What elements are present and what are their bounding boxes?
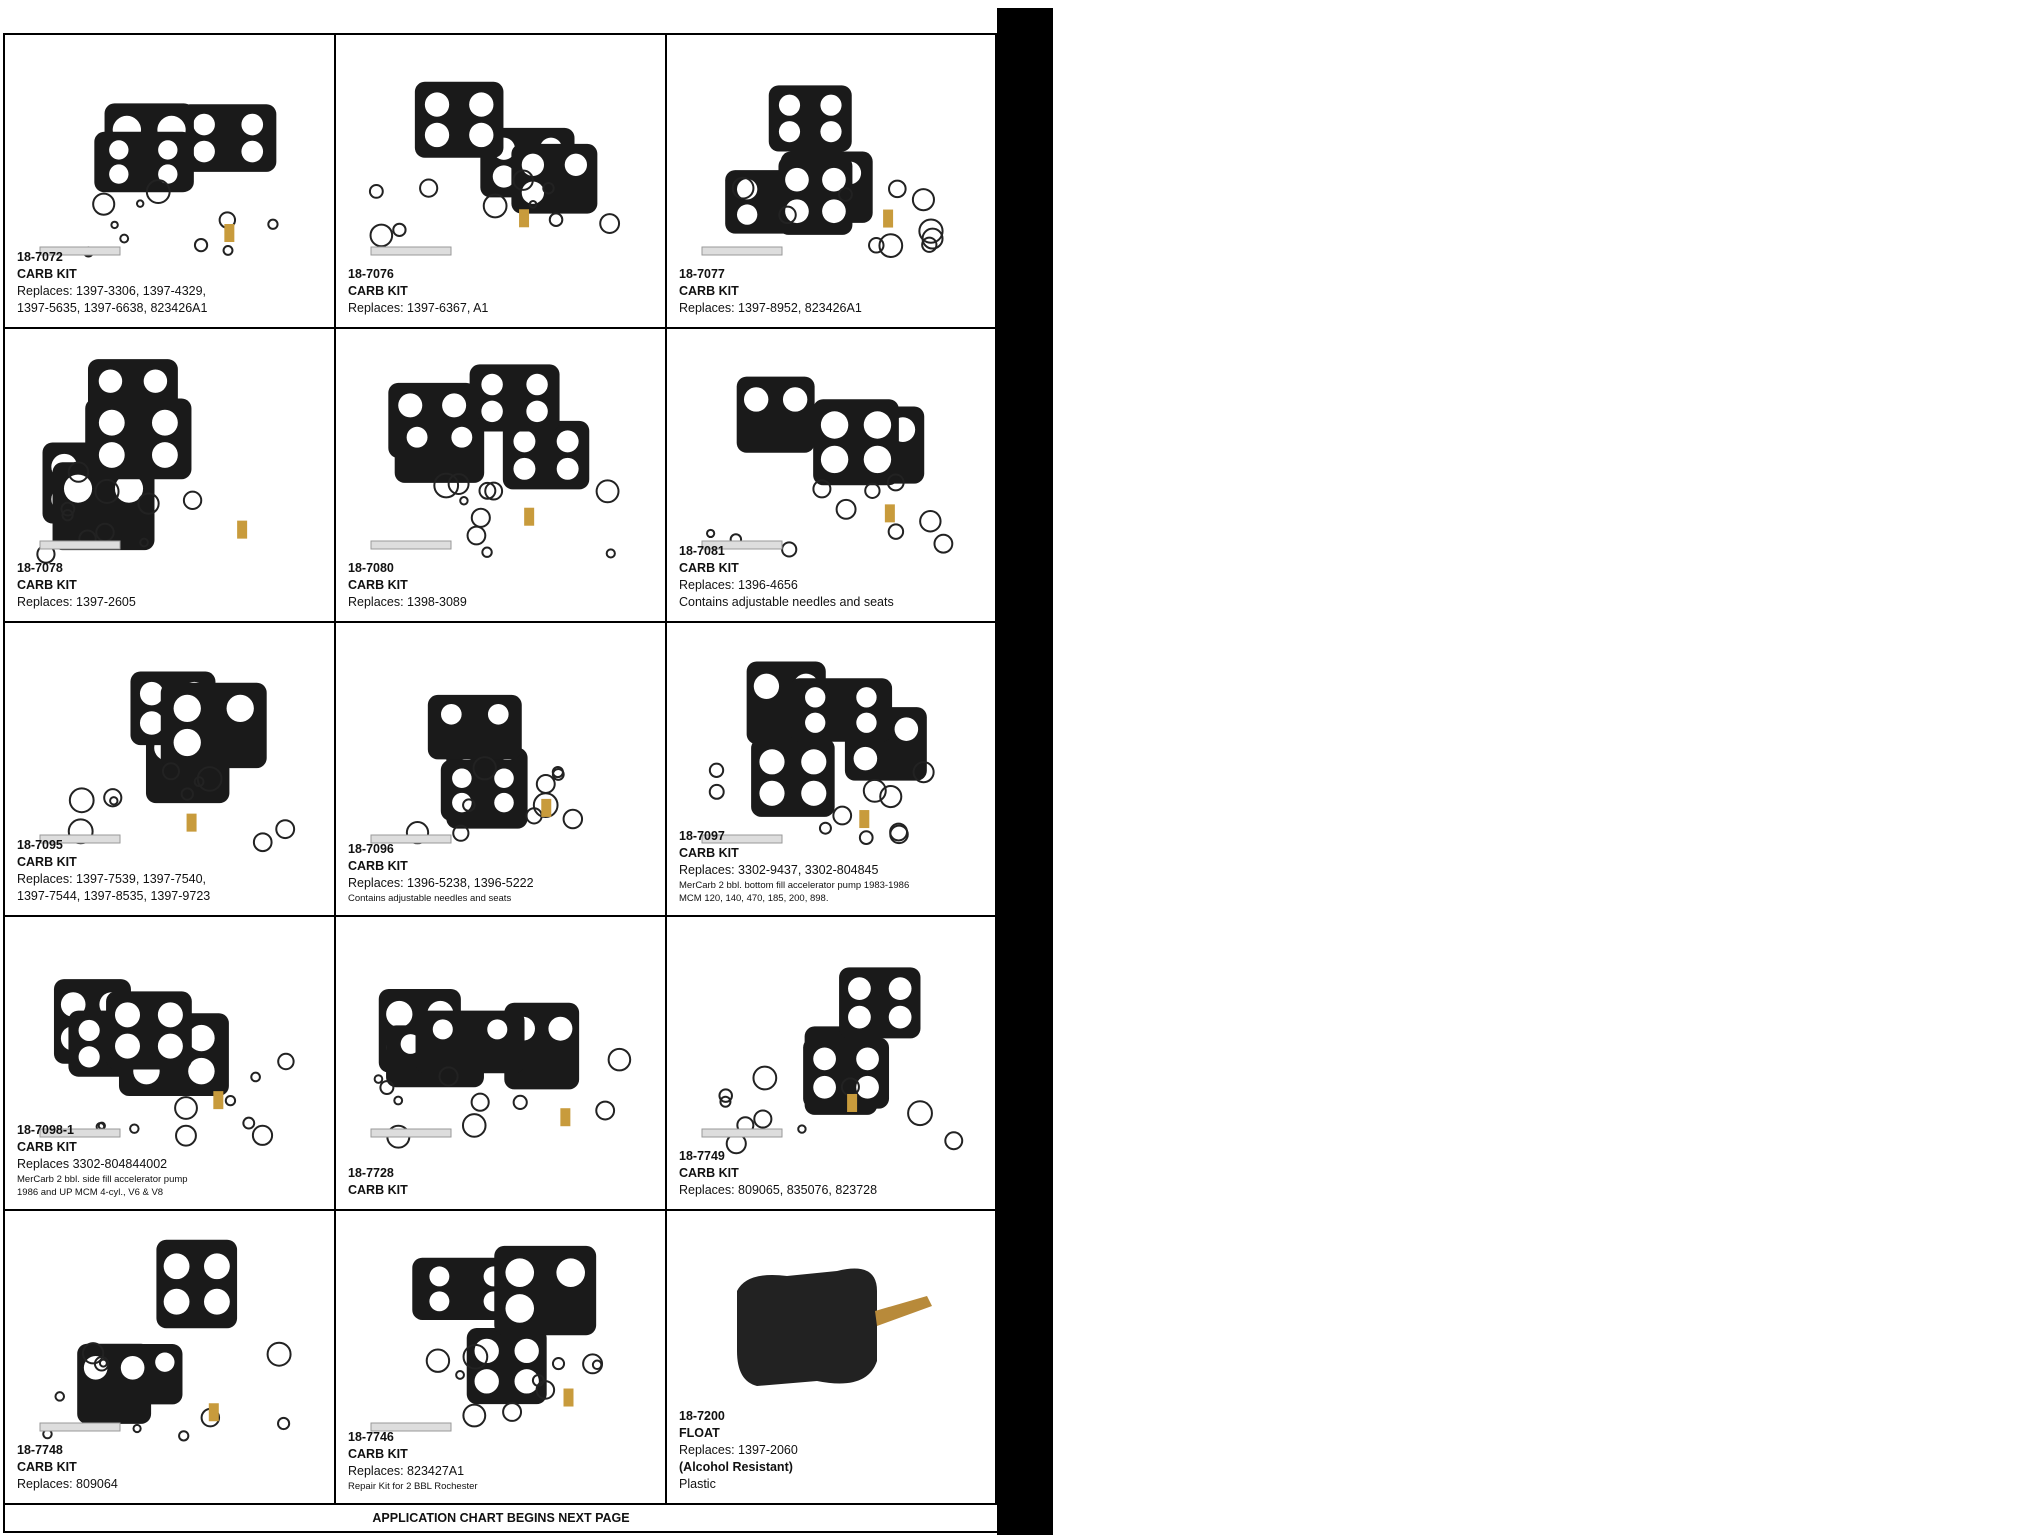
carb-kit-image bbox=[35, 645, 305, 855]
part-number: 18-7081 bbox=[679, 544, 725, 558]
carb-kit-image bbox=[35, 351, 305, 561]
part-number: 18-7097 bbox=[679, 829, 725, 843]
product-cell bbox=[5, 917, 336, 1211]
replaces-line: Replaces: 1397-3306, 1397-4329, bbox=[17, 284, 207, 298]
product-name: CARB KIT bbox=[348, 578, 408, 592]
replaces-line: Replaces: 1396-4656 bbox=[679, 578, 798, 592]
part-number: 18-7072 bbox=[17, 250, 63, 264]
section-title: I/O — MERCRUISER - Fuel System bbox=[2000, 38, 2022, 381]
product-caption bbox=[679, 1408, 987, 1493]
product-caption bbox=[679, 828, 987, 905]
product-name: CARB KIT bbox=[679, 561, 739, 575]
product-name: CARB KIT bbox=[679, 284, 739, 298]
application-note: MerCarb 2 bbl. side fill accelerator pump bbox=[17, 1174, 188, 1185]
product-caption bbox=[679, 543, 987, 611]
product-caption bbox=[348, 266, 657, 317]
part-number: 18-7098-1 bbox=[17, 1123, 74, 1137]
replaces-line: Replaces: 3302-9437, 3302-804845 bbox=[679, 863, 879, 877]
part-number: 18-7728 bbox=[348, 1166, 394, 1180]
product-caption bbox=[679, 1148, 987, 1199]
product-cell bbox=[667, 623, 997, 917]
product-cell bbox=[667, 1211, 997, 1505]
replaces-line: Replaces: 823427A1 bbox=[348, 1464, 465, 1478]
product-cell bbox=[667, 917, 997, 1211]
carb-kit-image bbox=[35, 57, 305, 267]
replaces-line: Replaces: 1396-5238, 1396-5222 bbox=[348, 876, 534, 890]
product-caption bbox=[17, 249, 326, 317]
product-cell bbox=[667, 35, 997, 329]
product-name: CARB KIT bbox=[348, 859, 408, 873]
product-caption bbox=[17, 1442, 326, 1493]
product-caption bbox=[348, 560, 657, 611]
product-name: CARB KIT bbox=[17, 855, 77, 869]
replaces-line: 1397-7544, 1397-8535, 1397-9723 bbox=[17, 889, 211, 903]
part-number: 18-7078 bbox=[17, 561, 63, 575]
part-number: 18-7748 bbox=[17, 1443, 63, 1457]
carb-kit-image bbox=[366, 57, 636, 267]
carb-kit-image bbox=[35, 939, 305, 1149]
replaces-line: Replaces: 809064 bbox=[17, 1477, 118, 1491]
product-cell bbox=[5, 623, 336, 917]
carb-kit-image bbox=[366, 645, 636, 855]
part-number: 18-7749 bbox=[679, 1149, 725, 1163]
replaces-line: Replaces: 1397-2605 bbox=[17, 595, 136, 609]
carb-kit-image bbox=[697, 939, 967, 1149]
product-name: CARB KIT bbox=[348, 1447, 408, 1461]
replaces-line: Replaces: 1397-8952, 823426A1 bbox=[679, 301, 862, 315]
product-cell bbox=[336, 329, 667, 623]
application-note: 1986 and UP MCM 4-cyl., V6 & V8 bbox=[17, 1187, 164, 1198]
product-cell bbox=[667, 329, 997, 623]
product-cell bbox=[5, 329, 336, 623]
product-cell bbox=[336, 623, 667, 917]
product-caption bbox=[348, 841, 657, 905]
carb-kit-image bbox=[697, 351, 967, 561]
product-cell bbox=[336, 1211, 667, 1505]
product-caption bbox=[679, 266, 987, 317]
carb-kit-image bbox=[366, 351, 636, 561]
replaces-line: Replaces: 1397-6367, A1 bbox=[348, 301, 489, 315]
section-tab bbox=[997, 8, 2022, 1535]
replaces-line: Contains adjustable needles and seats bbox=[679, 595, 894, 609]
part-number: 18-7076 bbox=[348, 267, 394, 281]
product-name: CARB KIT bbox=[17, 267, 77, 281]
part-number: 18-7746 bbox=[348, 1430, 394, 1444]
product-caption bbox=[17, 1122, 326, 1199]
carb-kit-image bbox=[366, 939, 636, 1149]
footer-note: APPLICATION CHART BEGINS NEXT PAGE bbox=[3, 1504, 999, 1533]
product-caption bbox=[17, 837, 326, 905]
product-caption bbox=[17, 560, 326, 611]
product-name: FLOAT bbox=[679, 1426, 720, 1440]
product-name: CARB KIT bbox=[17, 1140, 77, 1154]
replaces-line: Replaces: 809065, 835076, 823728 bbox=[679, 1183, 878, 1197]
part-number: 18-7200 bbox=[679, 1409, 725, 1423]
part-number: 18-7095 bbox=[17, 838, 63, 852]
carb-kit-image bbox=[35, 1233, 305, 1443]
product-name: CARB KIT bbox=[17, 578, 77, 592]
material-type: Plastic bbox=[679, 1477, 716, 1491]
replaces-line: 1397-5635, 1397-6638, 823426A1 bbox=[17, 301, 208, 315]
part-number: 18-7096 bbox=[348, 842, 394, 856]
product-name: CARB KIT bbox=[17, 1460, 77, 1474]
replaces-line: Replaces: 1397-7539, 1397-7540, bbox=[17, 872, 207, 886]
carb-kit-image bbox=[697, 645, 967, 855]
replaces-line: Replaces: 1397-2060 bbox=[679, 1443, 798, 1457]
application-note: MCM 120, 140, 470, 185, 200, 898. bbox=[679, 893, 829, 904]
product-cell bbox=[336, 917, 667, 1211]
application-note: MerCarb 2 bbl. bottom fill accelerator pump 1983-1986 bbox=[679, 880, 910, 891]
product-cell bbox=[5, 1211, 336, 1505]
replaces-line: Replaces 3302-804844002 bbox=[17, 1157, 168, 1171]
part-number: 18-7077 bbox=[679, 267, 725, 281]
application-note: Contains adjustable needles and seats bbox=[348, 893, 512, 904]
application-note: Repair Kit for 2 BBL Rochester bbox=[348, 1481, 478, 1492]
part-number: 18-7080 bbox=[348, 561, 394, 575]
product-cell bbox=[5, 35, 336, 329]
float-image bbox=[727, 1251, 947, 1401]
material-note: (Alcohol Resistant) bbox=[679, 1460, 793, 1474]
carb-kit-image bbox=[697, 57, 967, 267]
product-cell bbox=[336, 35, 667, 329]
carb-kit-image bbox=[366, 1233, 636, 1443]
replaces-line: Replaces: 1398-3089 bbox=[348, 595, 467, 609]
product-name: CARB KIT bbox=[348, 1183, 408, 1197]
product-grid bbox=[3, 33, 997, 1505]
product-name: CARB KIT bbox=[679, 1166, 739, 1180]
product-name: CARB KIT bbox=[348, 284, 408, 298]
product-caption bbox=[348, 1429, 657, 1493]
product-name: CARB KIT bbox=[679, 846, 739, 860]
product-caption bbox=[348, 1165, 657, 1199]
